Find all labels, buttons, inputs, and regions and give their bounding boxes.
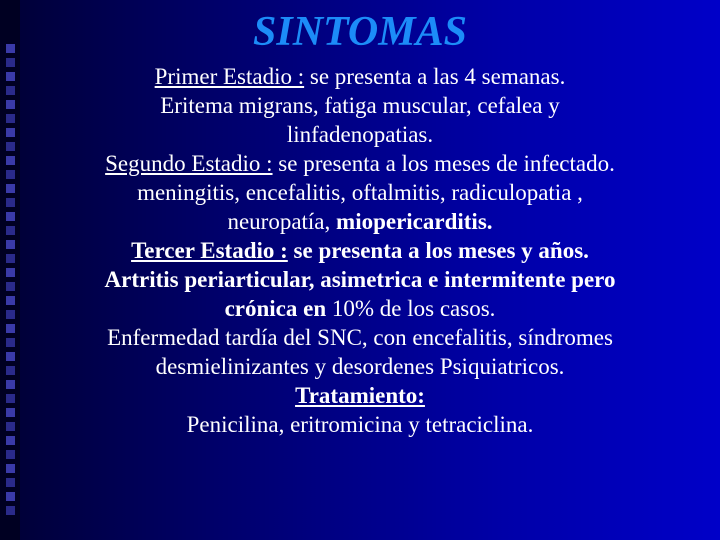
decorative-square — [6, 324, 15, 333]
stage-3-label: Tercer Estadio : — [131, 238, 288, 263]
decorative-square — [6, 506, 15, 515]
decorative-square — [6, 226, 15, 235]
decorative-square — [6, 198, 15, 207]
stage-1-label: Primer Estadio : — [154, 64, 305, 89]
decorative-square — [6, 128, 15, 137]
slide-body — [20, 62, 700, 439]
decorative-square — [6, 240, 15, 249]
stage-1-symptoms-cont: linfadenopatias. — [286, 122, 434, 147]
stage-3-symptoms: Artritis periarticular, asimetrica e intermitente pero — [104, 267, 616, 292]
body-line-2 — [20, 91, 700, 120]
decorative-square — [6, 296, 15, 305]
body-line-4 — [20, 149, 700, 178]
decorative-square — [6, 422, 15, 431]
body-line-11 — [20, 352, 700, 381]
body-line-5 — [20, 178, 700, 207]
decorative-square-column — [0, 0, 20, 540]
stage-3-symptoms-cont: crónica en — [224, 296, 332, 321]
decorative-square — [6, 254, 15, 263]
decorative-square — [6, 464, 15, 473]
stage-3-percentage: 10% de los casos. — [331, 296, 496, 321]
decorative-square — [6, 268, 15, 277]
decorative-square — [6, 436, 15, 445]
decorative-square — [6, 394, 15, 403]
stage-2-symptoms: meningitis, encefalitis, oftalmitis, radiculopatia , — [137, 180, 583, 205]
decorative-square — [6, 450, 15, 459]
slide-title: SINTOMAS — [253, 9, 467, 55]
decorative-square — [6, 114, 15, 123]
treatment-drugs: Penicilina, eritromicina y tetraciclina. — [186, 412, 534, 437]
body-line-7 — [20, 236, 700, 265]
late-disease: Enfermedad tardía del SNC, con encefalitis, síndromes — [107, 325, 613, 350]
decorative-square — [6, 492, 15, 501]
decorative-square — [6, 72, 15, 81]
stage-1-symptoms: Eritema migrans, fatiga muscular, cefalea y — [160, 93, 560, 118]
decorative-square — [6, 170, 15, 179]
decorative-square — [6, 184, 15, 193]
stage-2-symptoms-bold: miopericarditis. — [336, 209, 493, 234]
stage-2-description: se presenta a los meses de infectado. — [272, 151, 615, 176]
decorative-square — [6, 338, 15, 347]
decorative-square — [6, 100, 15, 109]
stage-2-symptoms-cont: neuropatía, — [227, 209, 337, 234]
body-line-10 — [20, 323, 700, 352]
decorative-square — [6, 366, 15, 375]
decorative-square — [6, 282, 15, 291]
stage-1-description: se presenta a las 4 semanas. — [304, 64, 566, 89]
decorative-square — [6, 142, 15, 151]
late-disease-cont: desmielinizantes y desordenes Psiquiatricos. — [155, 354, 565, 379]
body-line-8 — [20, 265, 700, 294]
decorative-square — [6, 86, 15, 95]
stage-3-description: se presenta a los meses y años. — [287, 238, 589, 263]
stage-2-label: Segundo Estadio : — [105, 151, 273, 176]
decorative-square — [6, 310, 15, 319]
treatment-label: Tratamiento: — [295, 383, 425, 408]
body-line-9 — [20, 294, 700, 323]
decorative-square — [6, 156, 15, 165]
body-line-6 — [20, 207, 700, 236]
body-line-1 — [20, 62, 700, 91]
body-line-12 — [20, 381, 700, 410]
body-line-3 — [20, 120, 700, 149]
decorative-square — [6, 478, 15, 487]
body-line-13 — [20, 410, 700, 439]
decorative-square — [6, 352, 15, 361]
decorative-square — [6, 212, 15, 221]
decorative-square — [6, 408, 15, 417]
decorative-square — [6, 380, 15, 389]
